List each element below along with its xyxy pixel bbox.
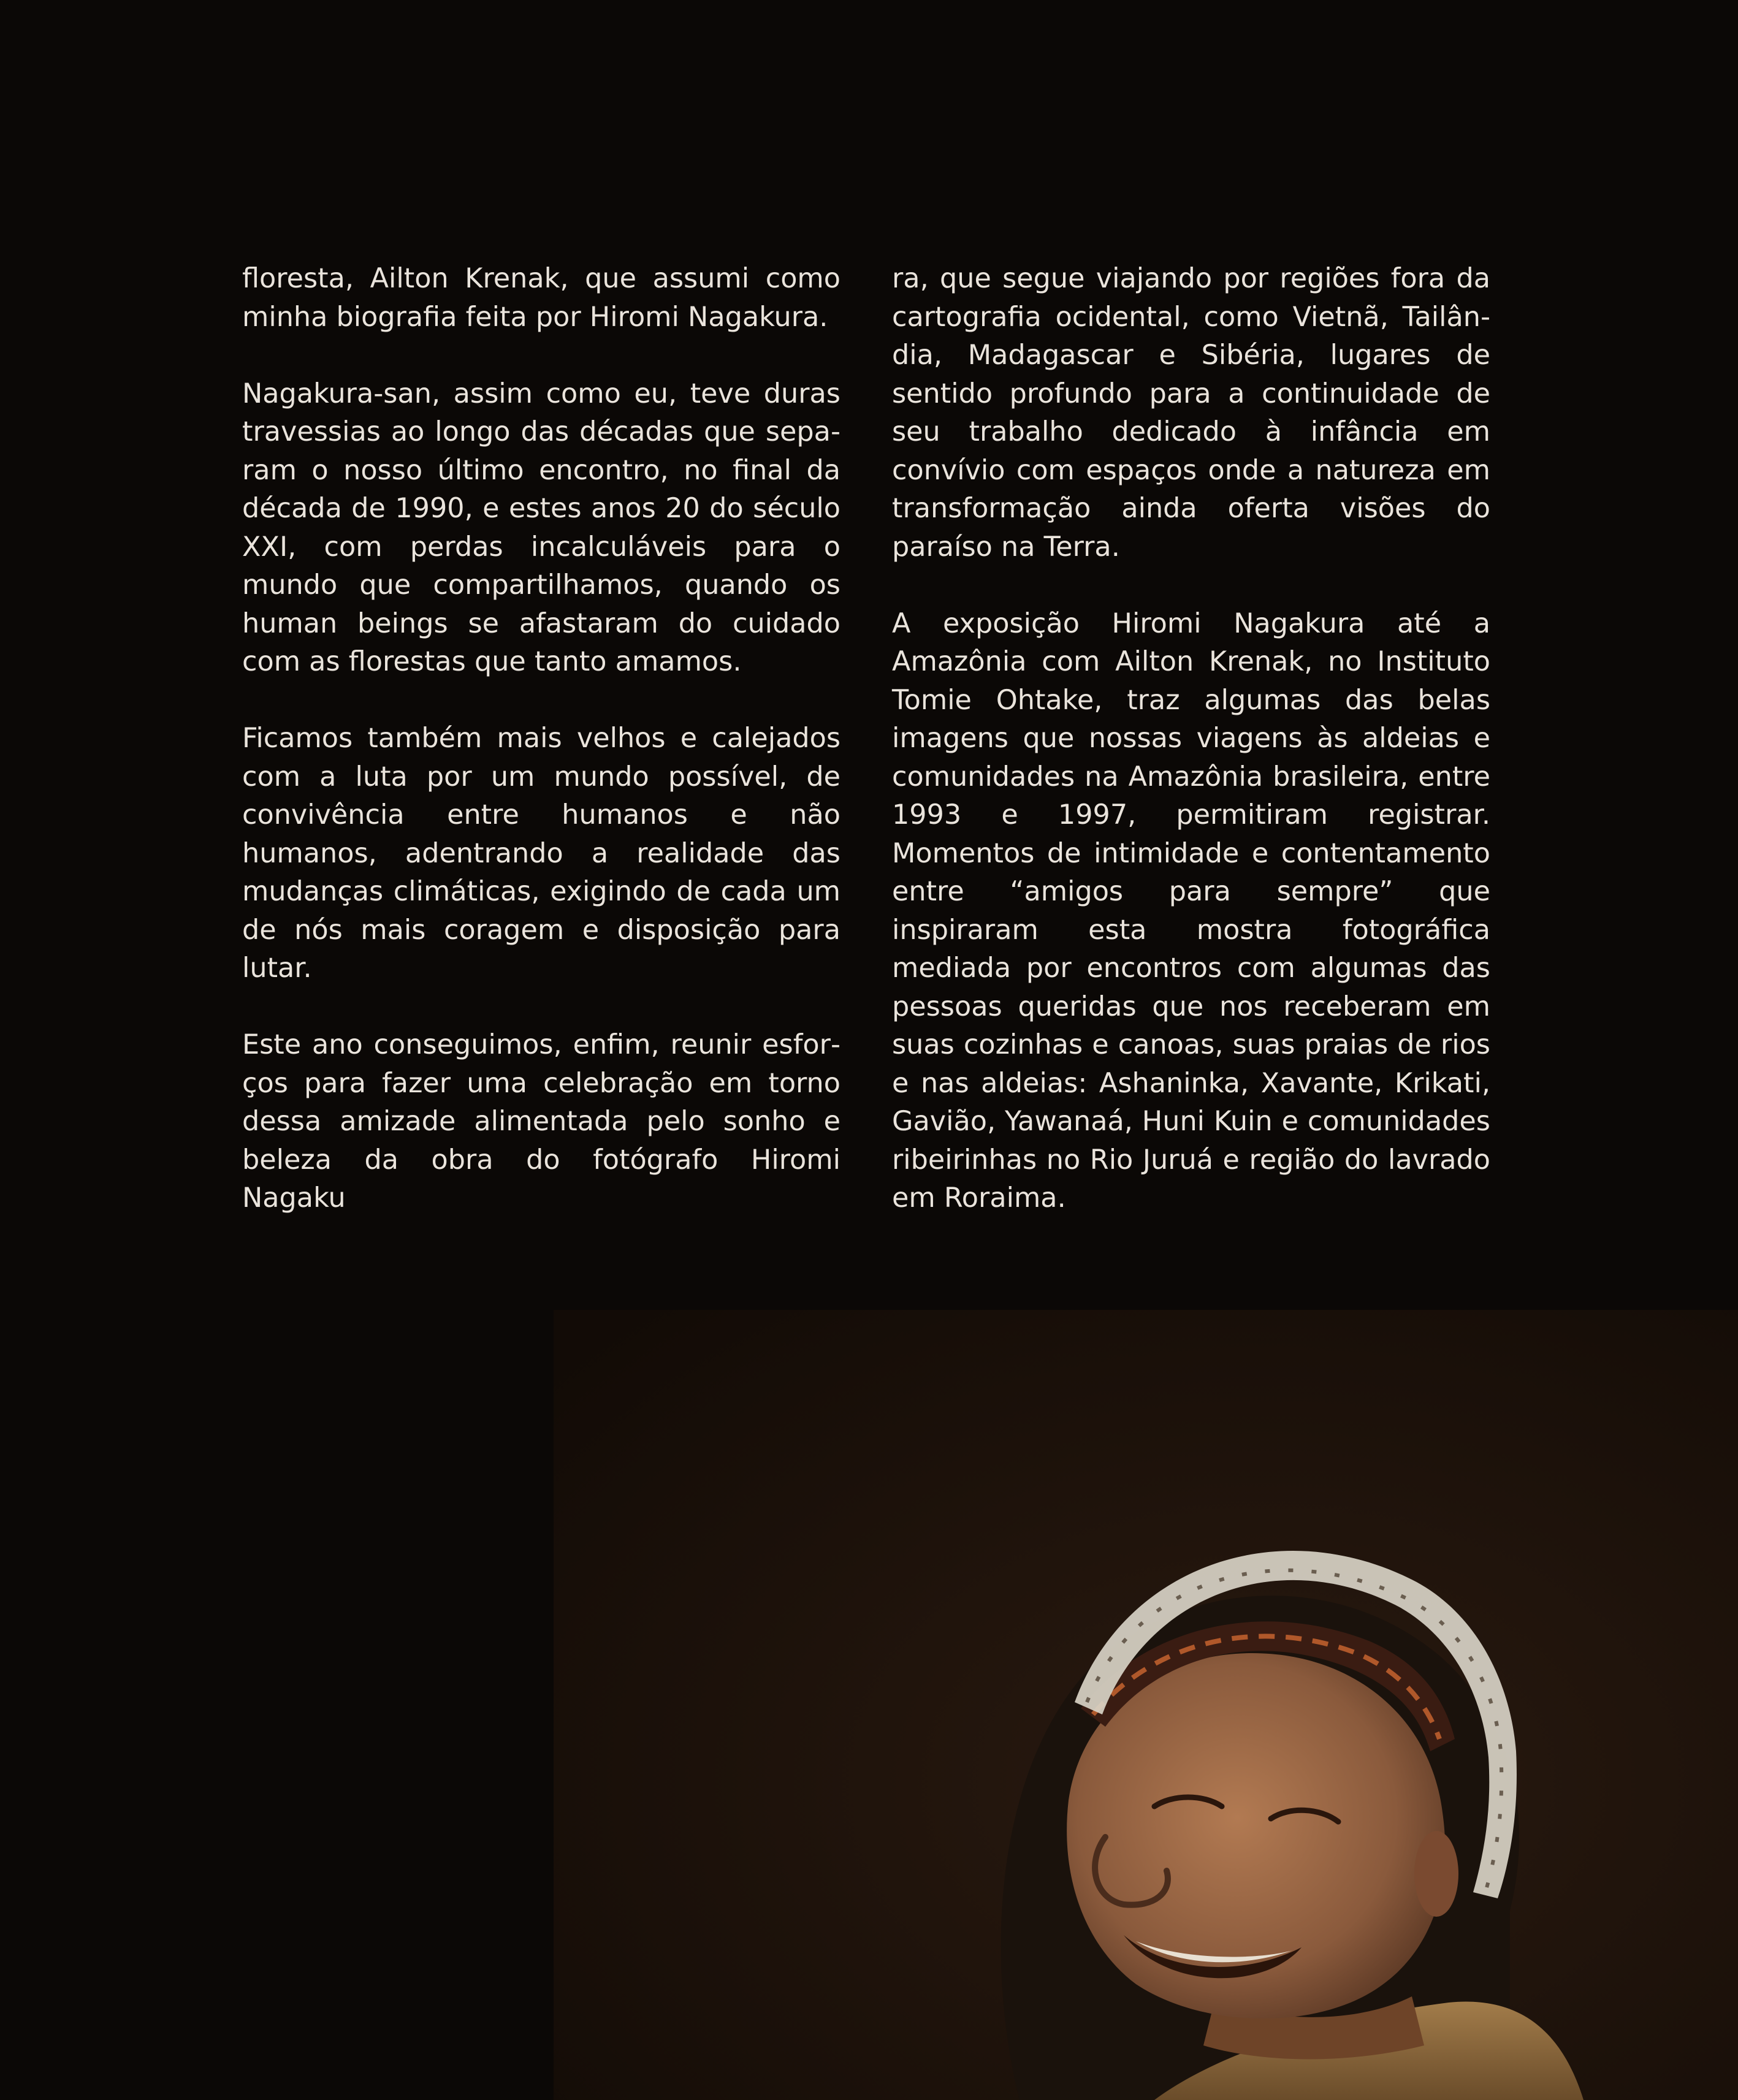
paragraph: A exposição Hiromi Nagakura até a Amazônia com Ailton Krenak, no Instituto Tomie Ohtake, traz algumas das belas imagens que nossas viagens às aldeias e comunidades na Amazônia brasileira, entre 1993 e 1997, permitiram registrar. Momentos de intimidade e contentamento entre “amigos para sempre” que inspiraram esta mostra fotográfica mediada por encontros com algumas das pessoas queridas que nos receberam em suas cozinhas e canoas, suas praias de rios e nas aldeias: Ashaninka, Xavante, Krikati, Gavião, Yawanaá, Huni Kuin e comunidades ribeirinhas no Rio Juruá e região do lavrado em Roraima. (892, 607, 1490, 1214)
ear (1414, 1831, 1458, 1917)
paragraph: Ficamos também mais velhos e calejados com a luta por um mundo possível, de convivência entre humanos e não humanos, adentrando a realidade das mudanças climáticas, exigindo de cada um de nós mais coragem e disposição para lutar. (242, 723, 840, 984)
paragraph: floresta, Ailton Krenak, que assumi como minha biografia feita por Hiromi Nagakura. (242, 263, 840, 333)
paragraph: ra, que segue viajando por regiões fora da cartografia ocidental, como Vietnã, Tailândia, Madagascar e Sibéria, lugares de sentido profundo para a continuidade de seu trabalho dedicado à infância em convívio com espaços onde a natureza em transformação ainda oferta visões do paraíso na Terra. (892, 263, 1490, 563)
portrait-photo (554, 1310, 1738, 2100)
left-text-column (242, 260, 840, 1218)
right-text-column (892, 260, 1490, 1218)
paragraph: Nagakura-san, assim como eu, teve duras travessias ao longo das décadas que separam o nosso último encontro, no final da década de 1990, e estes anos 20 do século XXI, com perdas incalculáveis para o mundo que compartilhamos, quando os human beings se afastaram do cuidado com as florestas que tanto amamos. (242, 378, 840, 677)
paragraph: Este ano conseguimos, enfim, reunir esforços para fazer uma celebração em torno dessa amizade alimentada pelo sonho e beleza da obra do fotógrafo Hiromi Nagaku (242, 1029, 840, 1214)
